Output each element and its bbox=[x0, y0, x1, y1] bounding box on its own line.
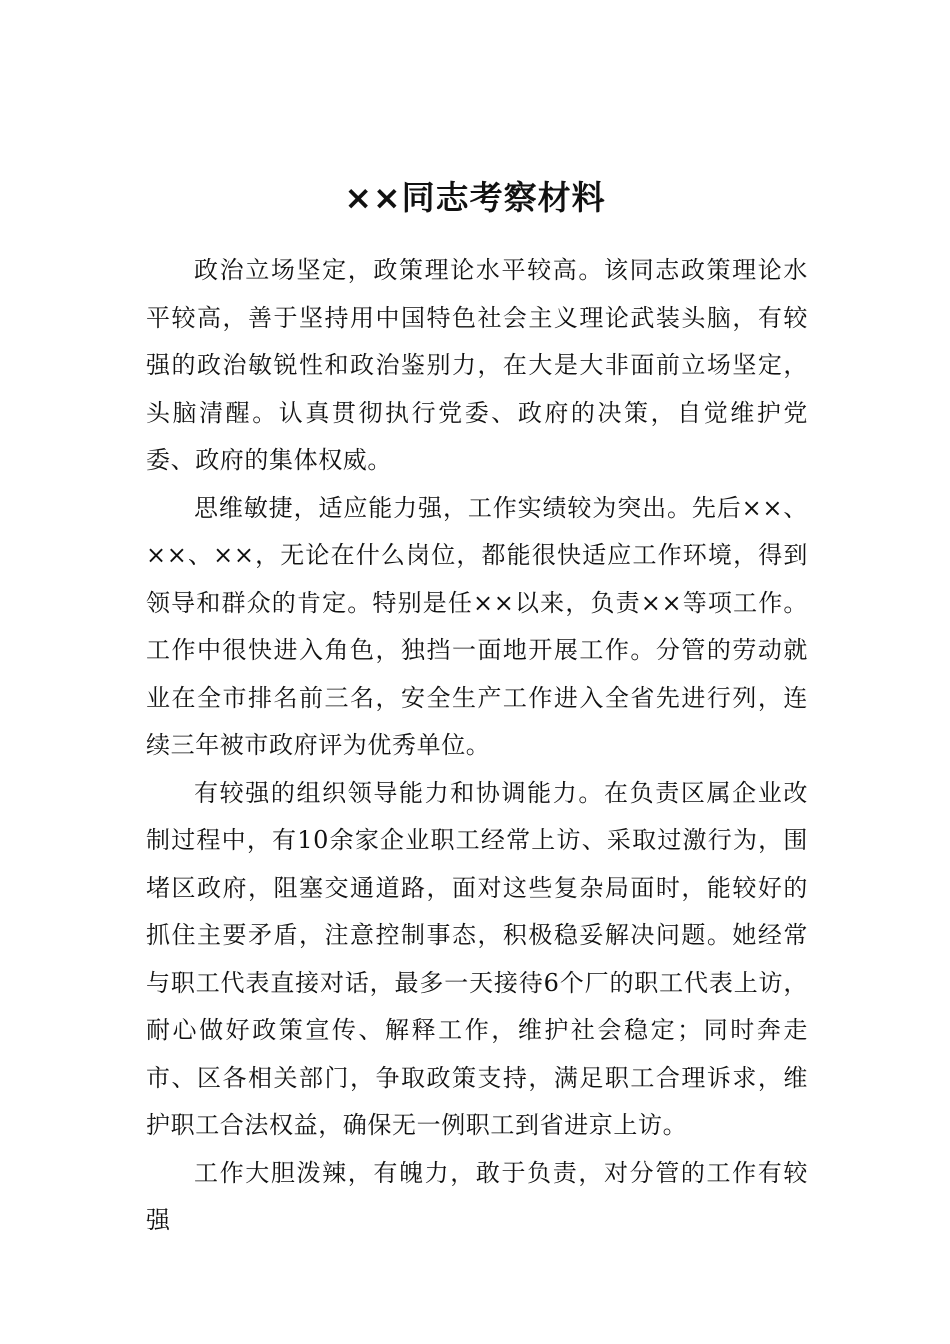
paragraph-work-performance: 思维敏捷，适应能力强，工作实绩较为突出。先后××、××、××，无论在什么岗位，都能很快适应工作环境，得到领导和群众的肯定。特别是任××以来，负责××等项工作。工作中很快进入角色，独挡一面地开展工作。分管的劳动就业在全市排名前三名，安全生产工作进入全省先进行列，连续三年被市政府评为优秀单位。 bbox=[146, 493, 808, 759]
paragraph-leadership-ability: 有较强的组织领导能力和协调能力。在负责区属企业改制过程中，有10余家企业职工经常上访、采取过激行为，围堵区政府，阻塞交通道路，面对这些复杂局面时，能较好的抓住主要矛盾，注意控制事态，积极稳妥解决问题。她经常与职工代表直接对话，最多一天接待6个厂的职工代表上访，耐心做好政策宣传、解释工作，维护社会稳定；同时奔走市、区各相关部门，争取政策支持，满足职工合理诉求，维护职工合法权益，确保无一例职工到省进京上访。 bbox=[146, 778, 808, 1139]
paragraph-work-style: 工作大胆泼辣，有魄力，敢于负责，对分管的工作有较强 bbox=[146, 1158, 808, 1234]
paragraph-political-stance: 政治立场坚定，政策理论水平较高。该同志政策理论水平较高，善于坚持用中国特色社会主义理论武装头脑，有较强的政治敏锐性和政治鉴别力，在大是大非面前立场坚定，头脑清醒。认真贯彻执行党委、政府的决策，自觉维护党委、政府的集体权威。 bbox=[146, 256, 808, 474]
document-body bbox=[146, 247, 808, 1245]
document-title: ××同志考察材料 bbox=[344, 178, 606, 217]
